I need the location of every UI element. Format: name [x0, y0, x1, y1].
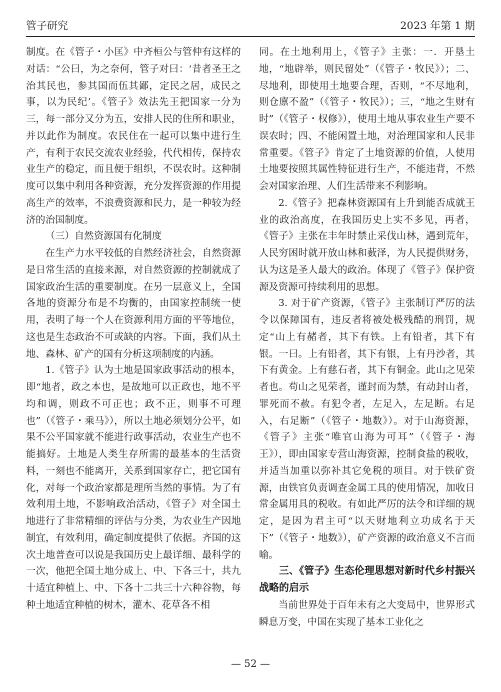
paragraph: 3. 对于矿产资源，《管子》主张制订严厉的法令以保障国有，违反者将被处极残酷的刑罚，规定“山上有赭者，其下有铁。上有铅者，其下有银。一曰。上有铅者，其下有银，上有丹沙者，其下有黄金。上有慈石者，其下有铜金。此山之见荣者也。苟山之见荣者，谨封而为禁，有动封山者，罪死而不赦。有犯令者，左足入，左足断。右足入，右足断”（《管子・地数》）。对于山海资源，《管子》主张“唯官山海为可耳”（《管子・海王》），即由国家专营山海资源，控制食盐的税收，并适当加重以弥补其它免税的项目。对于铁矿资源，由铁官负责调查金属工具的使用情况，加收日常金属用具的税收。有如此严厉的法令和详细的规定，是因为君主可“以天财地利立功成名于天下”（《管子・地数》），矿产资源的政治意义不言而喻。 — [259, 298, 475, 561]
header-rule — [26, 36, 475, 37]
paragraph: 在生产力水平较低的自然经济社会，自然资源是日常生活的直接来源，对自然资源的控制就成了国家政治生活的重要制度。在另一层意义上，全国各地的资源分布是不均衡的，由国家控制统一使用，表明了每一个人在资源利用方面的平等地位，这也是生态政治不可或缺的内容。下面，我们从土地、森林、矿产的国有分析这项制度的内涵。 — [26, 248, 241, 360]
paragraph: 2.《管子》把森林资源国有上升到能否成就王业的政治高度，在我国历史上实不多见，再者，《管子》主张在丰年时禁止采伐山林，遇到荒年，人民穷困时就开放山林和薮泽，为人民提供财务，认为这是圣人最大的政治。体现了《管子》保护资源及资源可持续利用的思想。 — [259, 197, 475, 293]
section-heading: 三、《管子》生态伦理思想对新时代乡村振兴战略的启示 — [259, 566, 475, 594]
right-column — [259, 45, 475, 631]
left-column — [26, 45, 241, 615]
paragraph: 1.《管子》认为土地是国家政事活动的根本，即“地者，政之本也，是故地可以正政也，地不平均和调，则政不可正也；政不正，则事不可理也”（《管子・乘马》），所以土地必须划分公平，如果不公平国家就不能进行政事活动，农业生产也不能搞好。土地是人类生存所需的最基本的生活资料，一刻也不能离开，关系到国家存亡，把它国有化，对每一个政治家都是理所当然的事情。为了有效利用土地，不影响政治活动，《管子》对全国土地进行了非常精细的评估与分类，为农业生产因地制宜，有效利用，确定制度提供了依据。齐国的这次土地普查可以说是我国历史上最详细、最科学的一次，他把全国土地分成上、中、下各三十，共九十适宜种植上、中、下各十二共三十六种谷物，每种土地适宜种植的树木，灌木、花草各不相 — [26, 365, 241, 611]
paragraph: 同。在土地利用上，《管子》主张：一．开垦土地，“地辟举，则民留处”（《管子・牧民》）；二、尽地利，即使用土地要合理，否则，“不尽地利，则仓廪不盈”（《管子・牧民》）；三，“地之生财有时”（《管子・权修》），使用土地从事农业生产要不误农时；四、不能闲置土地，对治理国家和人民非常重要。《管子》肯定了土地资源的价值，人使用土地要按照其属性特征进行生产，不能违背，不然会对国家治理、人们生活带来不利影响。 — [259, 47, 475, 192]
section-heading: （三）自然资源国有化制度 — [45, 231, 162, 243]
journal-name: 管子研究 — [26, 20, 68, 32]
paragraph: 当前世界处于百年未有之大变局中，世界形式瞬息万变，中国在实现了基本工业化之 — [259, 599, 475, 628]
issue-label: 2023 年第 1 期 — [400, 20, 475, 32]
page-number: — 52 — — [230, 659, 271, 670]
running-header — [26, 18, 475, 34]
paragraph: 制度。在《管子・小匡》中齐桓公与管仲有这样的对话：“公曰，为之奈何，管子对曰：‘昔者圣王之治其民也，参其国而伍其鄙，定民之居，成民之事，以为民纪’。《管子》效法先王把国家一分为三，每一部分又分为五，安排人民的住所和职业，并以此作为制度。农民住在一起可以集中进行生产，有利于农民交流农业经验，代代相传，保持农业生产的稳定，而且便于组织，不误农时。这种制度可以集中利用各种资源，充分发挥资源的作用提高生产的效率，不浪费资源和民力，是一种较为经济的治国制度。 — [26, 47, 241, 226]
